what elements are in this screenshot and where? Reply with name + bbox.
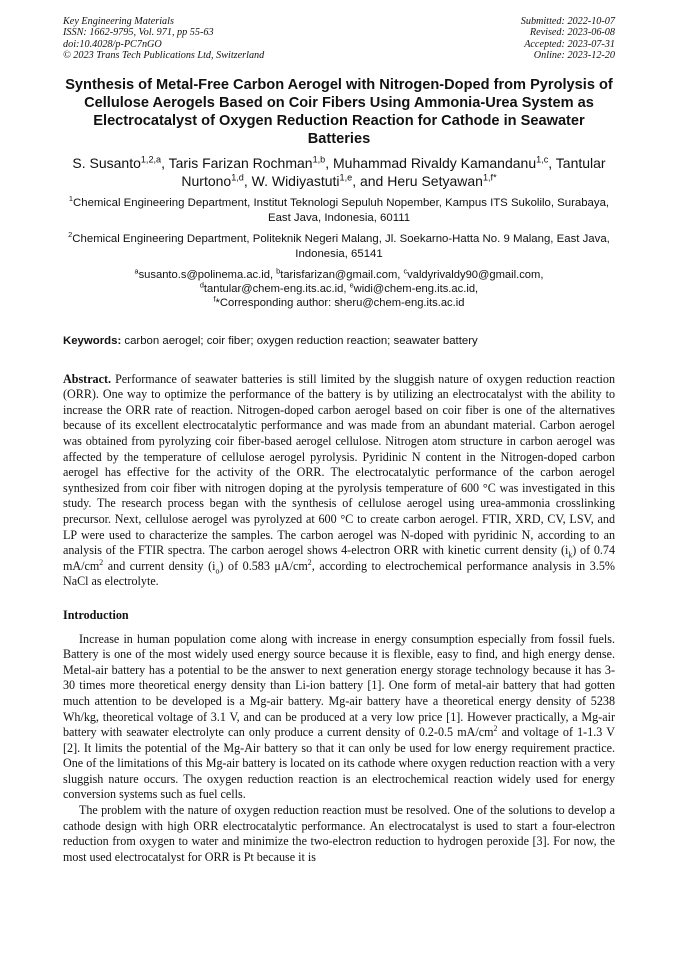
email-line [63,279,615,296]
abstract-label: Abstract. [63,371,112,386]
superscript: 2 [493,724,498,734]
introduction-body [63,632,615,866]
keywords-text: carbon aerogel; coir fiber; oxygen reduction reaction; seawater battery [121,334,478,347]
email-marker: b [276,265,281,275]
paragraph [63,632,615,804]
paragraph-text: and voltage of 1-1.3 V [2]. It limits the potential of the Mg-Air battery so that it can only be used for low energy requirement practice. One of the limitations of this Mg-air battery is located on its cathode where oxygen reduction reaction with a very sluggish nature occurs. The oxygen reduction reaction is an electrochemical reaction widely used for energy conversion systems such as fuel cells. [63,725,615,802]
author-name: , W. Widiyastuti [243,172,340,189]
author-name: S. Susanto [72,154,141,171]
subscript: o [215,566,220,576]
date-online: Online: 2023-12-20 [533,50,615,62]
paragraph-text: Increase in human population come along with increase in energy consumption especially from fossil fuels. Battery is one of the most widely used energy source because it is flexible, easy to find, and high energy dense. Metal-air battery has a potential to be the answer to next generation energy storage technology because it has 3-30 times more theoretical energy density than Li-ion battery [1]. One form of metal-air battery that had gotten much attention to be developed is a Mg-air battery. Mg-air battery have a theoretical energy density of 5238 Wh/kg, theoretical voltage of 3.1 V, and can be produced at a very low price [1]. However practically, a Mg-air battery with seawater electrolyte can only produce a current density of 0.2-0.5 mA/cm [63,631,615,740]
email-marker: a [134,265,139,275]
abstract-text: , according to electrochemical performance analysis in 3.5% NaCl as electrolyte. [63,558,615,589]
keywords-label: Keywords: [63,334,122,347]
affiliation-text: Chemical Engineering Department, Politeknik Negeri Malang, Jl. Soekarno-Hatta No. 9 Malang, East Java, Indonesia, 65141 [72,232,610,260]
keywords [63,334,615,349]
author-name: , Taris Farizan Rochman [161,154,313,171]
abstract-text: ) of 0.74 mA/cm [63,543,615,573]
email-address[interactable]: widi@chem-eng.its.ac.id, [353,282,479,295]
date-submitted: Submitted: 2022-10-07 [520,16,615,27]
email-marker: c [403,265,408,275]
email-address[interactable]: tantular@chem-eng.its.ac.id, [203,282,350,295]
superscript: 2 [307,557,312,567]
author-affil: 1,c [536,153,549,164]
email-address[interactable]: valdyrivaldy90@gmail.com, [407,268,544,281]
date-accepted: Accepted: 2023-07-31 [524,38,615,50]
affiliation-2 [63,229,615,262]
abstract-text: ) of 0.583 μA/cm [219,558,308,573]
email-list [63,265,615,310]
author-affil: 1,f* [482,171,497,182]
abstract-text: Performance of seawater batteries is still limited by the sluggish nature of oxygen reduction reaction (ORR). One way to optimize the performance of the battery is by utilizing an electrocatalyst with the ability to increase the ORR rate of reaction. Nitrogen-doped carbon aerogel based on coir fiber is one of the alternatives because of its excellent electrocatalytic performance and was made from an abundant material. Carbon aerogel was obtained from pyrolyzing coir fiber-based aerogel cellulose. Nitrogen atom structure in carbon aerogel was affected by the temperature of cellulose aerogel pyrolysis. Pyridinic N content in the Nitrogen-doped carbon aerogel has effective for the activity of the ORR. The electrocatalytic performance of the carbon aerogel synthesized from coir fiber with nitrogen doping at the pyrolysis temperature of 600 °C was investigated in this study. The research process began with the synthesis of cellulose aerogel using urea-ammonia crosslinking precursor. Next, cellulose aerogel was pyrolyzed at 600 °C to create carbon aerogel. FTIR, XRD, CV, LSV, and LP were used to characterize the samples. The carbon aerogel was N-doped with pyridinic N, according to an analysis of the FTIR spectra. The carbon aerogel shows 4-electron ORR with kinetic current density (i [63,371,615,558]
affiliation-number: 2 [68,229,73,239]
paper-title: Synthesis of Metal-Free Carbon Aerogel with Nitrogen-Doped from Pyrolysis of Cellulose Aerogels Based on Coir Fibers Using Ammonia-Urea System as Electrocatalyst of Oxygen Reduction Reaction for Cathode in Seawater Batteries [65,76,613,147]
author-affil: 1,b [312,153,326,164]
abstract-text: and current density (i [103,558,216,573]
journal-copyright: © 2023 Trans Tech Publications Ltd, Switzerland [63,50,265,62]
affiliation-text: Chemical Engineering Department, Institut Teknologi Sepuluh Nopember, Kampus ITS Sukolilo, Surabaya, East Java, Indonesia, 60111 [73,196,610,224]
email-line [63,293,615,310]
author-name: , Muhammad Rivaldy Kamandanu [325,154,537,171]
paragraph: The problem with the nature of oxygen reduction reaction must be resolved. One of the solutions to develop a cathode design with high ORR electrocatalytic performance. An electrocatalyst is used to start a four-electron reduction from oxygen to water and minimize the two-electron reduction to hydrogen peroxide [3]. For now, the most used electrocatalyst for ORR is Pt because it is [63,803,615,864]
publication-dates [521,16,615,62]
journal-header [63,16,615,62]
author-affil: 1,d [231,171,244,182]
email-address[interactable]: tarisfarizan@gmail.com, [280,268,404,281]
journal-name: Key Engineering Materials [63,16,174,27]
date-revised: Revised: 2023-06-08 [529,27,615,39]
author-affil: 1,2,a [140,153,162,164]
author-list [63,154,615,190]
affiliation-1 [63,193,615,226]
email-line [63,265,615,282]
author-name: , Tantular Nurtono [181,154,606,189]
introduction-heading: Introduction [63,607,129,622]
corresponding-author-email[interactable]: *Corresponding author: sheru@chem-eng.its.ac.id [215,296,465,309]
email-marker: e [349,279,354,289]
abstract [63,372,615,590]
author-affil: 1,e [339,171,353,182]
journal-info [63,16,264,62]
email-marker: d [199,279,204,289]
email-address[interactable]: susanto.s@polinema.ac.id, [138,268,277,281]
subscript: k [568,550,573,560]
journal-doi: doi:10.4028/p-PC7nGO [63,38,162,50]
superscript: 2 [99,557,104,567]
journal-issn: ISSN: 1662-9795, Vol. 971, pp 55-63 [63,27,214,39]
affiliation-number: 1 [68,193,74,203]
author-name: , and Heru Setyawan [352,172,483,189]
email-marker: f [213,293,216,303]
